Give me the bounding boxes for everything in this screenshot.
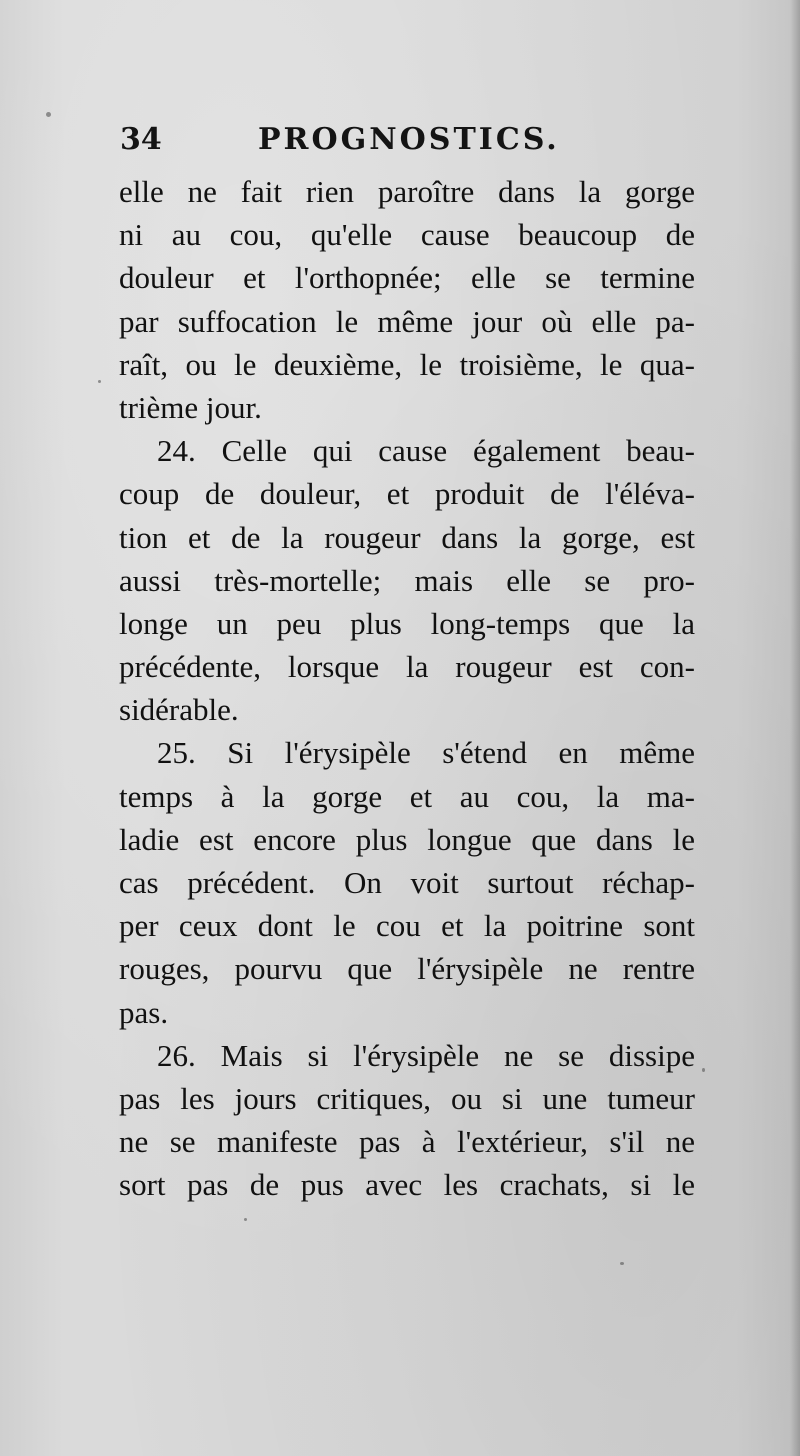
text-line: trième jour. <box>119 389 262 425</box>
page-edge-shadow <box>790 0 800 1456</box>
text-line: pas les jours critiques, ou si une tumeur <box>119 1080 695 1116</box>
text-line: sidérable. <box>119 692 239 728</box>
page-header <box>120 122 700 166</box>
paper-speck <box>620 1262 624 1265</box>
text-line: per ceux dont le cou et la poitrine sont <box>119 908 695 944</box>
text-line: raît, ou le deuxième, le troisième, le qua- <box>119 346 695 382</box>
running-head: PROGNOSTICS. <box>258 122 560 157</box>
paper-speck <box>702 1068 705 1072</box>
paragraph-24-first-line: 24. Celle qui cause également beau- <box>157 433 695 469</box>
text-line: rouges, pourvu que l'érysipèle ne rentre <box>119 951 695 987</box>
paragraph-26-first-line: 26. Mais si l'érysipèle ne se dissipe <box>157 1037 695 1073</box>
text-line: cas précédent. On voit surtout réchap- <box>119 865 695 900</box>
text-line: ne se manifeste pas à l'extérieur, s'il ne <box>119 1124 695 1160</box>
text-line: sort pas de pus avec les crachats, si le <box>119 1167 695 1203</box>
text-line: douleur et l'orthopnée; elle se termine <box>119 260 695 296</box>
paper-speck <box>244 1218 247 1221</box>
text-line: coup de douleur, et produit de l'éléva- <box>119 476 695 512</box>
text-line: elle ne fait rien paroître dans la gorge <box>119 174 695 209</box>
text-line: aussi très-mortelle; mais elle se pro- <box>119 562 695 598</box>
text-line: tion et de la rougeur dans la gorge, est <box>119 519 695 555</box>
text-line: temps à la gorge et au cou, la ma- <box>119 778 695 814</box>
page-number: 34 <box>120 122 162 157</box>
text-line: ni au cou, qu'elle cause beaucoup de <box>119 217 695 253</box>
text-line: précédente, lorsque la rougeur est con- <box>119 649 695 685</box>
body-text <box>119 170 695 1207</box>
text-line: ladie est encore plus longue que dans le <box>119 821 695 857</box>
paper-speck <box>46 112 51 117</box>
text-line: par suffocation le même jour où elle pa- <box>119 303 695 339</box>
paper-speck <box>98 380 101 383</box>
paragraph-25-first-line: 25. Si l'érysipèle s'étend en même <box>157 735 695 771</box>
text-line: longe un peu plus long-temps que la <box>119 605 695 641</box>
text-line: pas. <box>119 994 169 1030</box>
